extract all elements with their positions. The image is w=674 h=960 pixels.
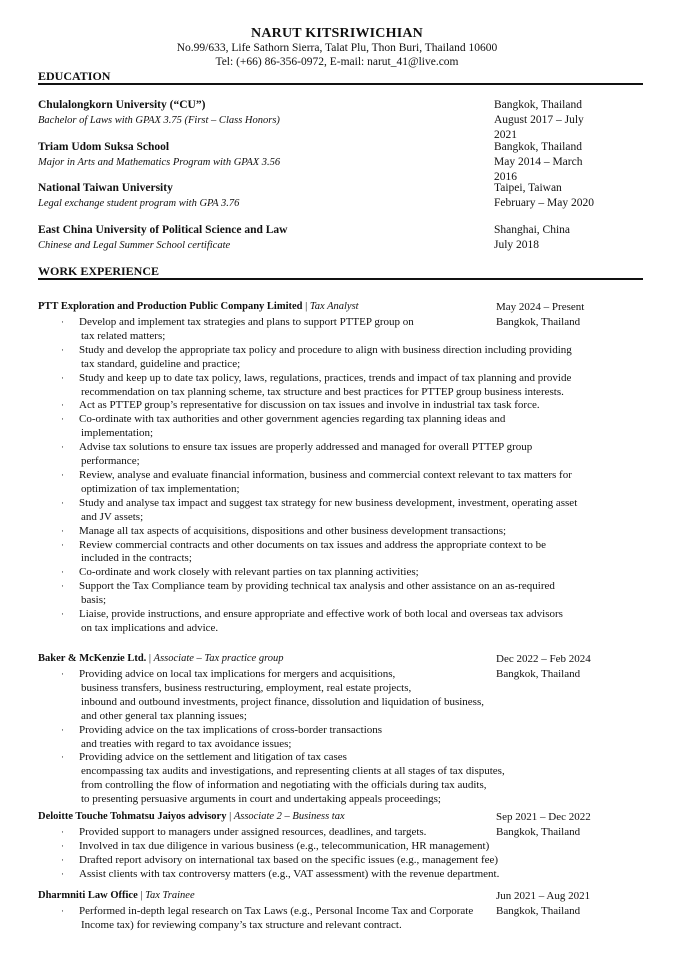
bullet-item — [38, 566, 598, 580]
bullet-icon: · — [61, 372, 64, 383]
bullet-text: Providing advice on the settlement and litigation of tax cases — [79, 751, 347, 764]
candidate-name: NARUT KITSRIWICHIAN — [251, 26, 423, 41]
bullet-text: basis; — [81, 594, 107, 607]
bullet-text: Provided support to managers under assigned resources, deadlines, and targets. — [79, 826, 427, 838]
separator: | — [140, 890, 143, 901]
education-row — [38, 196, 608, 211]
bullet-item — [38, 413, 598, 441]
job-location: Bangkok, Thailand — [496, 905, 581, 917]
bullet-text: Liaise, provide instructions, and ensure appropriate and effective work of both local and overseas tax advisors — [79, 608, 563, 621]
bullet-icon: · — [61, 906, 64, 916]
school-location: Bangkok, Thailand — [494, 141, 582, 153]
job-header — [38, 653, 598, 668]
bullet-text: Support the Tax Compliance team by providing technical tax analysis and other assistance on an as-required — [79, 580, 555, 593]
bullet-item — [38, 868, 598, 882]
job-location: Bangkok, Thailand — [496, 316, 581, 328]
education-dates: February – May 2020 — [494, 197, 594, 209]
bullet-text: Develop and implement tax strategies and plans to support PTTEP group on — [79, 316, 414, 328]
bullet-text: tax related matters; — [81, 329, 166, 342]
education-row — [38, 98, 608, 113]
address: No.99/633, Life Sathorn Sierra, Talat Plu, Thon Buri, Thailand 10600 — [176, 42, 498, 54]
bullet-text: Providing advice on the tax implications of cross-border transactions — [79, 723, 383, 736]
company-name: Dharmniti Law Office — [38, 890, 138, 901]
company-name: Baker & McKenzie Ltd. — [38, 653, 147, 664]
bullet-item — [38, 826, 598, 840]
school-name: Chulalongkorn University (“CU”) — [38, 99, 206, 111]
job-role: Tax Trainee — [145, 890, 195, 901]
bullet-item — [38, 854, 598, 868]
bullet-item — [38, 469, 598, 497]
education-row — [38, 140, 608, 155]
bullet-text: tax standard, guideline and practice; — [81, 357, 241, 370]
job-header — [38, 301, 598, 316]
education-row — [38, 223, 608, 238]
bullet-item — [38, 608, 598, 636]
bullet-text: Co-ordinate and work closely with relevant parties on tax planning activities; — [79, 566, 419, 579]
bullet-item — [38, 316, 598, 344]
bullet-item — [38, 441, 598, 469]
bullet-text: Income tax) for reviewing company’s tax structure and relevant contract. — [81, 918, 402, 931]
bullet-text: Performed in-depth legal research on Tax Laws (e.g., Personal Income Tax and Corporate — [79, 905, 474, 917]
job-entry — [38, 301, 598, 636]
bullet-icon: · — [61, 497, 64, 508]
bullet-text: Review commercial contracts and other documents on tax issues and address the appropriate context to be — [79, 538, 547, 551]
bullet-text: optimization of tax implementation; — [81, 482, 240, 495]
bullet-text: Advise tax solutions to ensure tax issues are properly addressed and managed for overall PTTEP group — [79, 441, 533, 454]
bullet-icon: · — [61, 539, 64, 550]
education-entry — [38, 223, 608, 253]
job-role: Tax Analyst — [309, 301, 359, 312]
separator: | — [305, 301, 308, 312]
bullet-icon: · — [61, 868, 64, 879]
bullet-item — [38, 668, 598, 724]
job-location: Bangkok, Thailand — [496, 826, 581, 838]
bullet-text: recommendation on tax planning scheme, tax structure and best practices for PTTEP group business interests. — [81, 385, 564, 398]
bullet-text: performance; — [81, 455, 140, 468]
bullet-item — [38, 751, 598, 807]
bullet-text: from controlling the flow of information and negotiating with the officials during tax audits, — [81, 779, 487, 792]
bullet-icon: · — [61, 581, 64, 592]
education-dates: July 2018 — [494, 239, 540, 251]
bullet-icon: · — [61, 525, 64, 536]
bullet-text: Act as PTTEP group’s representative for discussion on tax issues and involve in industrial tax task force. — [79, 399, 540, 412]
job-entry — [38, 890, 598, 933]
bullet-item — [38, 497, 598, 525]
degree-detail: Bachelor of Laws with GPAX 3.75 (First – Class Honors) — [38, 115, 280, 126]
bullet-text: and other general tax planning issues; — [81, 709, 247, 722]
school-location: Shanghai, China — [494, 224, 571, 236]
bullet-icon: · — [61, 442, 64, 453]
job-role: Associate – Tax practice group — [153, 653, 284, 664]
degree-detail: Major in Arts and Mathematics Program with GPAX 3.56 — [38, 157, 281, 168]
work-experience-divider — [38, 278, 643, 280]
job-header — [38, 890, 598, 905]
bullet-text: Providing advice on local tax implications for mergers and acquisitions, — [79, 668, 396, 680]
bullet-item — [38, 525, 598, 539]
bullet-text: Study and develop the appropriate tax policy and procedure to align with business direction including providing — [79, 343, 572, 356]
education-entry — [38, 181, 608, 211]
bullet-item — [38, 724, 598, 752]
bullet-item — [38, 840, 598, 854]
bullet-text: included in the contracts; — [81, 552, 192, 565]
education-row — [38, 238, 608, 253]
school-location: Bangkok, Thailand — [494, 99, 582, 111]
bullet-text: Assist clients with tax controversy matters (e.g., VAT assessment) with the revenue department. — [79, 867, 500, 880]
bullet-icon: · — [61, 567, 64, 578]
contact-info: Tel: (+66) 86-356-0972, E-mail: narut_41@live.com — [215, 56, 459, 68]
bullet-text: encompassing tax audits and investigations, and representing clients at all stages of tax disputes, — [81, 765, 505, 778]
degree-detail: Chinese and Legal Summer School certificate — [38, 240, 231, 251]
education-entry — [38, 98, 608, 141]
school-name: Triam Udom Suksa School — [38, 141, 170, 153]
education-heading: EDUCATION — [38, 69, 111, 83]
bullet-item — [38, 905, 598, 933]
bullet-icon: · — [61, 317, 64, 327]
bullet-text: Study and analyse tax impact and suggest tax strategy for new business development, investment, operating asset — [79, 496, 578, 509]
bullet-text: implementation; — [81, 427, 154, 440]
company-name: PTT Exploration and Production Public Company Limited — [38, 301, 303, 312]
bullet-text: on tax implications and advice. — [81, 621, 219, 634]
company-name: Deloitte Touche Tohmatsu Jaiyos advisory — [38, 811, 227, 822]
bullet-text: inbound and outbound investments, project finance, dissolution and liquidation of business, — [81, 695, 484, 708]
bullet-icon: · — [61, 724, 64, 735]
job-entry — [38, 811, 598, 882]
degree-detail: Legal exchange student program with GPA 3.76 — [38, 198, 240, 209]
bullet-icon: · — [61, 840, 64, 851]
job-role: Associate 2 – Business tax — [233, 811, 345, 822]
bullet-item — [38, 344, 598, 372]
bullet-text: and JV assets; — [81, 510, 144, 523]
bullet-text: Review, analyse and evaluate financial information, business and commercial context relevant to tax matters for — [79, 468, 572, 481]
education-row — [38, 181, 608, 196]
bullet-text: Manage all tax aspects of acquisitions, dispositions and other business development transactions; — [79, 524, 507, 537]
bullet-item — [38, 539, 598, 567]
education-dates: May 2014 – March 2016 — [494, 156, 583, 183]
bullet-text: Involved in tax due diligence in various business (e.g., telecommunication, HR management) — [79, 839, 490, 852]
education-divider — [38, 83, 643, 85]
bullet-icon: · — [61, 827, 64, 837]
separator: | — [148, 653, 152, 664]
job-dates: Sep 2021 – Dec 2022 — [496, 811, 591, 823]
bullet-text: business transfers, business restructuring, employment, real estate projects, — [81, 681, 412, 694]
job-dates: Dec 2022 – Feb 2024 — [496, 653, 591, 665]
education-row — [38, 155, 608, 183]
bullet-item — [38, 399, 598, 413]
bullet-text: Study and keep up to date tax policy, laws, regulations, practices, trends and impact of tax planning and provide — [79, 371, 572, 384]
bullet-icon: · — [61, 854, 64, 865]
bullet-text: to presenting persuasive arguments in court and undertaking appeals proceedings; — [81, 793, 441, 806]
school-location: Taipei, Taiwan — [494, 182, 562, 194]
bullet-icon: · — [61, 400, 64, 411]
bullet-item — [38, 372, 598, 400]
bullet-text: and treaties with regard to tax avoidance issues; — [81, 737, 292, 750]
bullet-icon: · — [61, 344, 64, 355]
separator: | — [229, 811, 232, 822]
bullet-item — [38, 580, 598, 608]
bullet-icon: · — [61, 609, 64, 620]
job-entry — [38, 653, 598, 807]
school-name: National Taiwan University — [38, 182, 173, 194]
job-dates: May 2024 – Present — [496, 301, 585, 313]
bullet-text: Co-ordinate with tax authorities and other government agencies regarding tax planning ideas and — [79, 413, 506, 426]
bullet-icon: · — [61, 752, 64, 763]
job-dates: Jun 2021 – Aug 2021 — [496, 890, 591, 902]
education-dates: August 2017 – July 2021 — [494, 114, 584, 141]
bullet-icon: · — [61, 414, 64, 425]
job-location: Bangkok, Thailand — [496, 668, 581, 680]
work-experience-heading: WORK EXPERIENCE — [38, 264, 160, 278]
school-name: East China University of Political Science and Law — [38, 224, 288, 236]
bullet-text: Drafted report advisory on international tax based on the specific issues (e.g., management fee) — [79, 853, 499, 866]
bullet-icon: · — [61, 469, 64, 480]
job-header — [38, 811, 598, 826]
education-row — [38, 113, 608, 141]
education-entry — [38, 140, 608, 183]
bullet-icon: · — [61, 669, 64, 679]
